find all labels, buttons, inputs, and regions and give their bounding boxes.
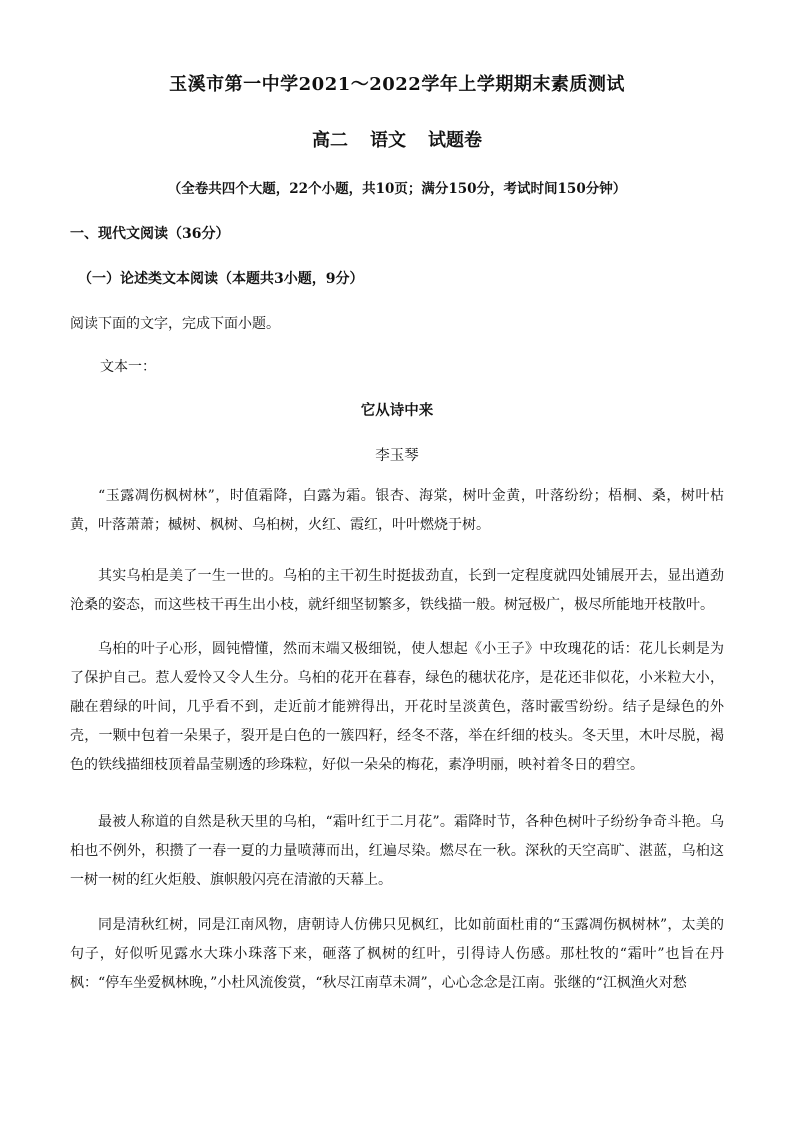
exam-info: （全卷共四个大题，22个小题，共10页；满分150分，考试时间150分钟） (167, 181, 627, 197)
subsection-heading: （一）论述类文本阅读（本题共3小题，9分） (78, 271, 364, 287)
section-heading: 一、现代文阅读（36分） (70, 226, 230, 242)
article-title: 它从诗中来 (360, 402, 434, 419)
reading-instruction: 阅读下面的文字，完成下面小题。 (70, 316, 280, 332)
subject-line (0, 126, 794, 152)
article-paragraph: 其实乌桕是美了一生一世的。乌桕的主干初生时挺拔劲直，长到一定程度就四处铺展开去，显出遒劲沧桑的姿态，而这些枝干再生出小枝，就纤细坚韧繁多，铁线描一般。树冠极广，极尽所能地开枝散叶。 (70, 568, 724, 613)
subject-label: 语文 (370, 130, 406, 151)
paper-type-label: 试题卷 (428, 130, 482, 151)
document-title: 玉溪市第一中学2021～2022学年上学期期末素质测试 (169, 74, 625, 95)
article-paragraph: 同是清秋红树，同是江南风物，唐朝诗人仿佛只见枫红，比如前面杜甫的“玉露凋伤枫树林”，太美的句子，好似听见露水大珠小珠落下来，砸落了枫树的红叶，引得诗人伤感。那杜牧的“霜叶”也旨在丹枫：“停车坐爱枫林晚，”小杜风流俊赏，“秋尽江南草未凋”，心心念念是江南。张继的“江枫渔火对愁 (70, 917, 724, 991)
text-label: 文本一： (100, 359, 156, 375)
article-paragraph: 乌桕的叶子心形，圆钝懵懂，然而末端又极细锐，使人想起《小王子》中玫瑰花的话：花儿长刺是为了保护自己。惹人爱怜又令人生分。乌桕的花开在暮春，绿色的穗状花序，是花还非似花，小米粒大小，融在碧绿的叶间，几乎看不到，走近前才能辨得出，开花时呈淡黄色，落时霰雪纷纷。结子是绿色的外壳，一颗中包着一朵果子，裂开是白色的一簇四籽，经冬不落，举在纤细的枝头。冬天里，木叶尽脱，褐色的铁线描细枝顶着晶莹剔透的珍珠粒，好似一朵朵的梅花，素净明丽，映衬着冬日的碧空。 (70, 641, 724, 773)
article-author: 李玉琴 (375, 448, 419, 464)
article-paragraph: 最被人称道的自然是秋天里的乌桕，“霜叶红于二月花”。霜降时节，各种色树叶子纷纷争奇斗艳。乌桕也不例外，积攒了一春一夏的力量喷薄而出，红遍尽染。燃尽在一秋。深秋的天空高旷、湛蓝，乌桕这一树一树的红火炬般、旗帜般闪亮在清澈的天幕上。 (70, 814, 724, 888)
grade-label: 高二 (312, 130, 348, 151)
article-paragraph: “玉露凋伤枫树林”，时值霜降，白露为霜。银杏、海棠，树叶金黄，叶落纷纷；梧桐、桑，树叶枯黄，叶落萧萧；槭树、枫树、乌桕树，火红、霞红，叶叶燃烧于树。 (70, 488, 724, 533)
